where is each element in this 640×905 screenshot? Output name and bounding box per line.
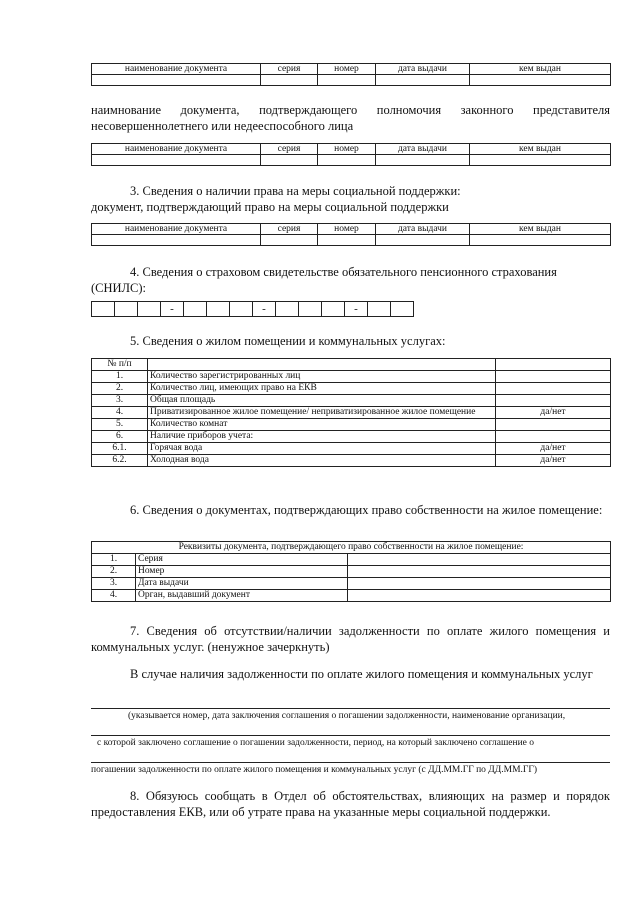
debt-details-line-2[interactable]: [91, 735, 610, 736]
column-header: дата выдачи: [376, 64, 470, 75]
column-header: номер: [318, 64, 376, 75]
table-row: 5. Количество комнат: [92, 419, 611, 431]
representative-document-table: [91, 143, 611, 166]
section-8-text: 8. Обязуюсь сообщать в Отдел об обстоятельствах, влияющих на размер и порядок предоставления ЕКВ, или об утрате права на указанные меры социальной поддержки.: [91, 789, 610, 819]
table-row: 1. Серия: [92, 554, 611, 566]
identity-document-table: [91, 63, 611, 86]
table-row[interactable]: [92, 155, 611, 166]
ownership-document-table: [91, 541, 611, 602]
table-row: 1. Количество зарегистрированных лиц: [92, 371, 611, 383]
table-header-row: [92, 144, 611, 155]
column-header: дата выдачи: [376, 224, 470, 235]
table-row: 3. Дата выдачи: [92, 578, 611, 590]
column-header: номер: [318, 144, 376, 155]
snils-digit-cell[interactable]: [230, 302, 253, 317]
snils-digit-cell[interactable]: [92, 302, 115, 317]
table-header-row: [92, 64, 611, 75]
column-header: наименование документа: [92, 64, 261, 75]
table-header-row: [92, 542, 611, 554]
table-row[interactable]: [92, 75, 611, 86]
debt-hint-3: погашении задолженности по оплате жилого помещения и коммунальных услуг (с ДД.ММ.ГГ по ДД.ММ.ГГ): [91, 765, 538, 775]
table-row: 6.1. Горячая вода да/нет: [92, 443, 611, 455]
snils-digit-cell[interactable]: [391, 302, 414, 317]
table-row: 4. Орган, выдавший документ: [92, 590, 611, 602]
table-row: 4. Приватизированное жилое помещение/ неприватизированное жилое помещение да/нет: [92, 407, 611, 419]
column-header: кем выдан: [470, 144, 611, 155]
table-row[interactable]: [92, 235, 611, 246]
section-4-snils-label: (СНИЛС):: [91, 281, 147, 295]
snils-separator: -: [345, 302, 368, 317]
snils-digit-cell[interactable]: [368, 302, 391, 317]
table-header-row: [92, 359, 611, 371]
column-header: серия: [261, 144, 318, 155]
snils-digit-cell[interactable]: [322, 302, 345, 317]
section-7-title: 7. Сведения об отсутствии/наличии задолженности по оплате жилого помещения и коммунальных услуг. (ненужное зачеркнуть): [91, 624, 610, 654]
snils-digit-cell[interactable]: [207, 302, 230, 317]
housing-table: [91, 358, 611, 467]
column-header: дата выдачи: [376, 144, 470, 155]
benefit-document-table: [91, 223, 611, 246]
snils-digit-cell[interactable]: [115, 302, 138, 317]
snils-digit-cell[interactable]: [138, 302, 161, 317]
column-header: наименование документа: [92, 224, 261, 235]
debt-hint-1: (указывается номер, дата заключения соглашения о погашении задолженности, наименование организации,: [128, 711, 566, 721]
snils-digit-cell[interactable]: [184, 302, 207, 317]
column-header: серия: [261, 64, 318, 75]
column-header: кем выдан: [470, 64, 611, 75]
section-4-title: 4. Сведения о страховом свидетельстве обязательного пенсионного страхования: [130, 265, 557, 279]
table-row: 6. Наличие приборов учета:: [92, 431, 611, 443]
debt-details-line-1[interactable]: [91, 708, 610, 709]
section-5-title: 5. Сведения о жилом помещении и коммунальных услугах:: [130, 334, 446, 348]
snils-separator: -: [253, 302, 276, 317]
representative-document-text: наимнование документа, подтверждающего полномочия законного представителя несовершеннолетнего или недееспособного лица: [91, 103, 610, 133]
table-row: 3. Общая площадь: [92, 395, 611, 407]
section-3-title: 3. Сведения о наличии права на меры социальной поддержки:: [130, 184, 461, 198]
table-row: 2. Номер: [92, 566, 611, 578]
debt-text: В случае наличия задолженности по оплате жилого помещения и коммунальных услуг: [130, 667, 593, 681]
column-header: номер: [318, 224, 376, 235]
column-header: № п/п: [92, 359, 148, 371]
snils-separator: -: [161, 302, 184, 317]
column-header: Реквизиты документа, подтверждающего право собственности на жилое помещение:: [92, 542, 611, 554]
table-header-row: [92, 224, 611, 235]
column-header: кем выдан: [470, 224, 611, 235]
snils-digit-cell[interactable]: [276, 302, 299, 317]
table-row: 6.2. Холодная вода да/нет: [92, 455, 611, 467]
table-row: 2. Количество лиц, имеющих право на ЕКВ: [92, 383, 611, 395]
column-header: серия: [261, 224, 318, 235]
column-header: наименование документа: [92, 144, 261, 155]
debt-details-line-3[interactable]: [91, 762, 610, 763]
snils-digit-cell[interactable]: [299, 302, 322, 317]
section-3-subtitle: документ, подтверждающий право на меры социальной поддержки: [91, 200, 449, 214]
debt-hint-2: с которой заключено соглашение о погашении задолженности, период, на который заключено соглашение о: [97, 738, 535, 748]
snils-cells: [91, 301, 414, 317]
section-6-title: 6. Сведения о документах, подтверждающих право собственности на жилое помещение:: [130, 503, 603, 517]
